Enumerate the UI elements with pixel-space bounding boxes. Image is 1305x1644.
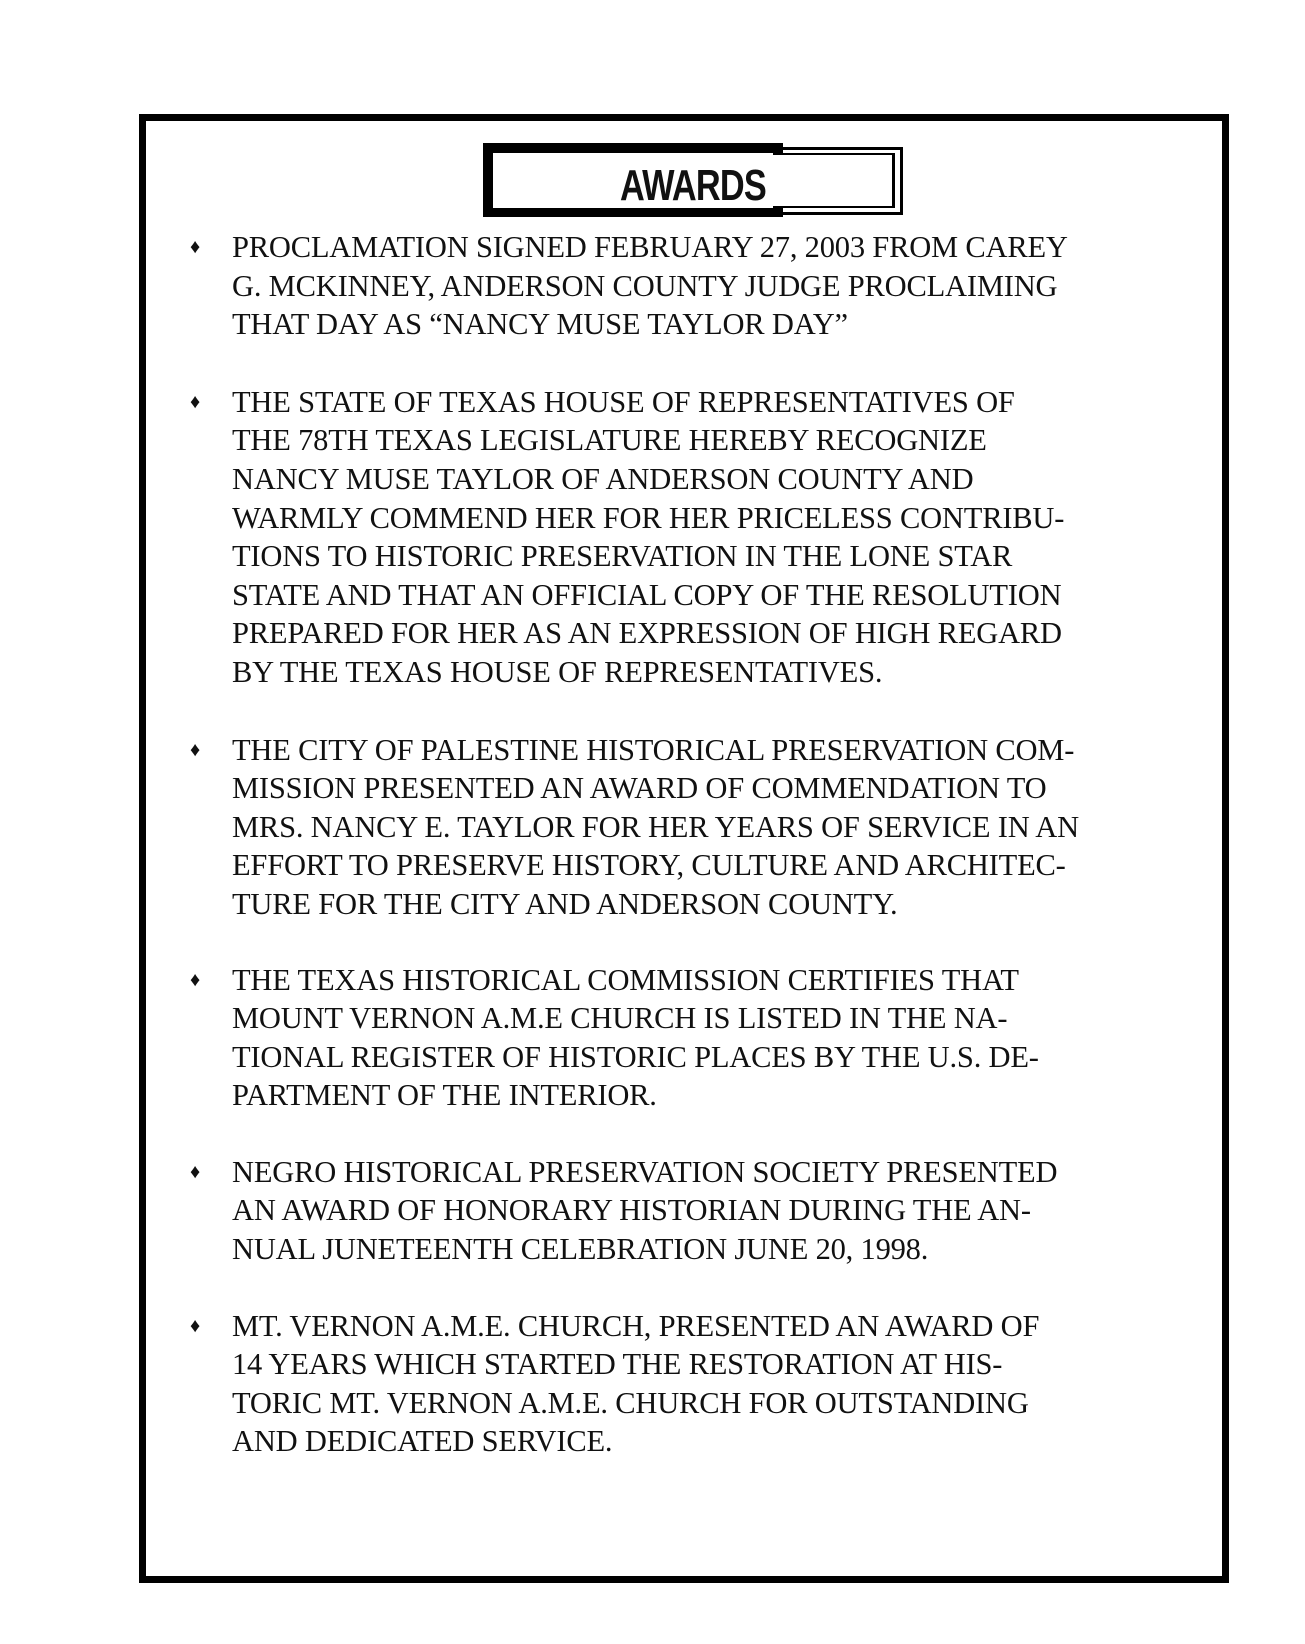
award-text-line: THE TEXAS HISTORICAL COMMISSION CERTIFIES THAT (232, 962, 1019, 997)
award-text-line: TIONS TO HISTORIC PRESERVATION IN THE LONE STAR (232, 539, 1013, 574)
award-text-line: NANCY MUSE TAYLOR OF ANDERSON COUNTY AND (232, 461, 974, 496)
award-item (190, 1153, 1190, 1269)
award-item (190, 1307, 1190, 1461)
diamond-bullet-icon: ♦ (190, 236, 201, 258)
award-text-line: THAT DAY AS “NANCY MUSE TAYLOR DAY” (232, 307, 848, 342)
award-text-line: AN AWARD OF HONORARY HISTORIAN DURING THE AN- (232, 1193, 1031, 1228)
award-text-line: THE STATE OF TEXAS HOUSE OF REPRESENTATIVES OF (232, 384, 1015, 419)
award-text-line: TIONAL REGISTER OF HISTORIC PLACES BY THE U.S. DE- (232, 1039, 1039, 1074)
awards-title-box (483, 143, 903, 217)
award-text-line: MOUNT VERNON A.M.E CHURCH IS LISTED IN THE NA- (232, 1001, 1008, 1036)
award-text-line: 14 YEARS WHICH STARTED THE RESTORATION AT HIS- (232, 1347, 1003, 1382)
award-text-line: G. MCKINNEY, ANDERSON COUNTY JUDGE PROCLAIMING (232, 268, 1058, 303)
award-text-line: NUAL JUNETEENTH CELEBRATION JUNE 20, 1998. (232, 1232, 929, 1267)
award-text-line: NEGRO HISTORICAL PRESERVATION SOCIETY PRESENTED (232, 1154, 1058, 1189)
award-text-line: BY THE TEXAS HOUSE OF REPRESENTATIVES. (232, 654, 883, 689)
award-item (190, 383, 1190, 692)
page-title: AWARDS (620, 161, 766, 210)
diamond-bullet-icon: ♦ (190, 1160, 201, 1183)
diamond-bullet-icon: ♦ (190, 390, 201, 413)
award-text-line: STATE AND THAT AN OFFICIAL COPY OF THE RESOLUTION (232, 577, 1062, 612)
award-text-line: MISSION PRESENTED AN AWARD OF COMMENDATION TO (232, 771, 1047, 806)
diamond-bullet-icon: ♦ (190, 738, 201, 761)
award-text-line: AND DEDICATED SERVICE. (232, 1424, 613, 1459)
award-text-line: TORIC MT. VERNON A.M.E. CHURCH FOR OUTSTANDING (232, 1385, 1029, 1420)
award-text-line: PROCLAMATION SIGNED FEBRUARY 27, 2003 FROM CAREY (232, 230, 1068, 264)
award-text-line: THE CITY OF PALESTINE HISTORICAL PRESERVATION COM- (232, 732, 1075, 767)
award-text-line: MRS. NANCY E. TAYLOR FOR HER YEARS OF SERVICE IN AN (232, 809, 1079, 844)
award-item (190, 731, 1190, 924)
award-text-line: WARMLY COMMEND HER FOR HER PRICELESS CONTRIBU- (232, 500, 1065, 535)
diamond-bullet-icon: ♦ (190, 1314, 201, 1337)
awards-list (190, 228, 1190, 1461)
award-text-line: EFFORT TO PRESERVE HISTORY, CULTURE AND ARCHITEC- (232, 848, 1066, 883)
award-text-line: PARTMENT OF THE INTERIOR. (232, 1078, 657, 1113)
award-text-line: MT. VERNON A.M.E. CHURCH, PRESENTED AN AWARD OF (232, 1308, 1040, 1343)
award-text-line: THE 78TH TEXAS LEGISLATURE HEREBY RECOGNIZE (232, 423, 987, 458)
diamond-bullet-icon: ♦ (190, 968, 201, 991)
award-item (190, 961, 1190, 1115)
award-item (190, 228, 1190, 344)
award-text-line: TURE FOR THE CITY AND ANDERSON COUNTY. (232, 886, 898, 921)
award-text-line: PREPARED FOR HER AS AN EXPRESSION OF HIGH REGARD (232, 616, 1062, 651)
